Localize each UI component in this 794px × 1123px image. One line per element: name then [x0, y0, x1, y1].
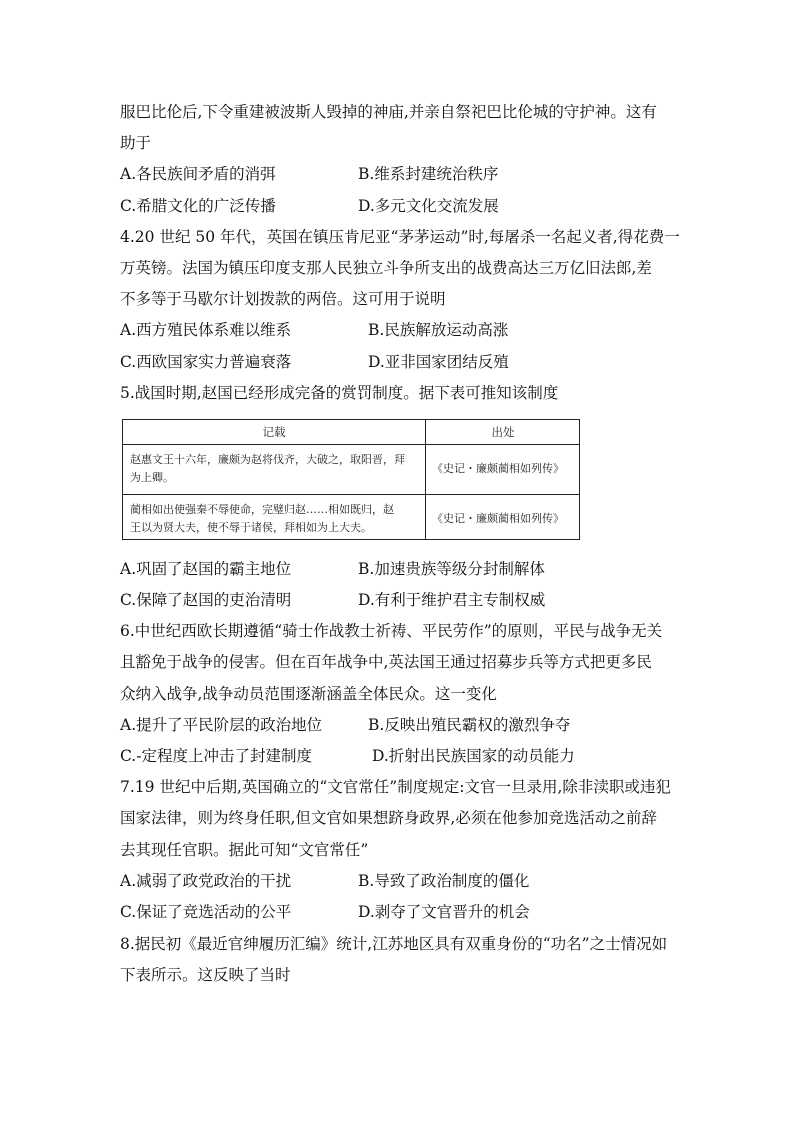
q7-option-c: C.保证了竞选活动的公平 [120, 903, 292, 921]
q3-stem-line-2: 助于 [120, 134, 152, 152]
q6-option-b: B.反映出殖民霸权的激烈争夺 [368, 716, 571, 734]
q3-option-a: A.各民族间矛盾的消弭 [120, 165, 276, 183]
table-row-2-source: 《史记・廉颇蔺相如列传》 [432, 512, 564, 525]
q7-stem-line-1: 7.19 世纪中后期,英国确立的“文官常任”制度规定:文官一旦录用,除非渎职或违犯 [120, 778, 671, 796]
q6-option-a: A.提升了平民阶层的政治地位 [120, 716, 323, 734]
q7-option-b: B.导致了政治制度的僵化 [358, 872, 530, 890]
table-header-source: 出处 [491, 425, 515, 439]
q5-option-c: C.保障了赵国的吏治清明 [120, 591, 292, 609]
q4-stem-line-3: 不多等于马歇尔计划拨款的两倍。这可用于说明 [120, 290, 446, 308]
table-row-divider [123, 494, 579, 495]
q4-option-a: A.西方殖民体系难以维系 [120, 321, 292, 339]
q5-table [122, 419, 580, 540]
q4-stem-line-2: 万英镑。法国为镇压印度支那人民独立斗争所支出的战费高达三万亿旧法郎,差 [120, 259, 652, 277]
q4-stem-line-1: 4.20 世纪 50 年代，英国在镇压肯尼亚“茅茅运动”时,每屠杀一名起义者,得花费一 [120, 228, 680, 246]
q5-option-d: D.有利于维护君主专制权威 [358, 591, 546, 609]
q6-stem-line-1: 6.中世纪西欧长期遵循“骑士作战教士祈祷、平民劳作”的原则，平民与战争无关 [120, 622, 663, 640]
q5-option-b: B.加速贵族等级分封制解体 [358, 560, 545, 578]
q3-option-b: B.维系封建统治秩序 [358, 165, 499, 183]
q7-option-d: D.剥夺了文官晋升的机会 [358, 903, 530, 921]
q6-stem-line-3: 众纳入战争,战争动员范围逐渐涵盖全体民众。这一变化 [120, 685, 497, 703]
table-row-1-source: 《史记・廉颇蔺相如列传》 [432, 462, 564, 475]
q3-option-c: C.希腊文化的广泛传播 [120, 197, 276, 215]
q4-option-b: B.民族解放运动高涨 [368, 321, 509, 339]
q6-stem-line-2: 且豁免于战争的侵害。但在百年战争中,英法国王通过招募步兵等方式把更多民 [120, 653, 652, 671]
table-header-divider [123, 444, 579, 445]
table-row-1-record-line-1: 赵惠文王十六年，廉颇为赵将伐齐，大破之，取阳晋，拜 [130, 453, 405, 466]
table-row-1-record-line-2: 为上卿。 [130, 471, 174, 484]
q6-option-c: C.-定程度上冲击了封建制度 [120, 747, 312, 765]
q6-option-d: D.折射出民族国家的动员能力 [372, 747, 575, 765]
q4-option-d: D.亚非国家团结反殖 [368, 353, 509, 371]
table-header-record: 记载 [262, 425, 286, 439]
q8-stem-line-2: 下表所示。这反映了当时 [120, 966, 291, 984]
q5-option-a: A.巩固了赵国的霸主地位 [120, 560, 292, 578]
q8-stem-line-1: 8.据民初《最近官绅履历汇编》统计,江苏地区具有双重身份的“功名”之士情况如 [120, 935, 668, 953]
table-row-2-record-line-2: 王以为贤大夫，使不辱于诸侯，拜相如为上大夫。 [130, 521, 372, 534]
q3-stem-line-1: 服巴比伦后,下令重建被波斯人毁掉的神庙,并亲自祭祀巴比伦城的守护神。这有 [120, 103, 657, 121]
q3-option-d: D.多元文化交流发展 [358, 197, 499, 215]
q7-option-a: A.减弱了政党政治的干扰 [120, 872, 292, 890]
q5-stem: 5.战国时期,赵国已经形成完备的赏罚制度。据下表可推知该制度 [120, 384, 559, 402]
q4-option-c: C.西欧国家实力普遍衰落 [120, 353, 292, 371]
q7-stem-line-2: 国家法律，则为终身任职,但文官如果想跻身政界,必须在他参加竞选活动之前辞 [120, 809, 657, 827]
q7-stem-line-3: 去其现任官职。据此可知“文官常任” [120, 841, 369, 859]
table-row-2-record-line-1: 蔺相如出使强秦不辱使命，完璧归赵……相如既归，赵 [130, 503, 394, 516]
